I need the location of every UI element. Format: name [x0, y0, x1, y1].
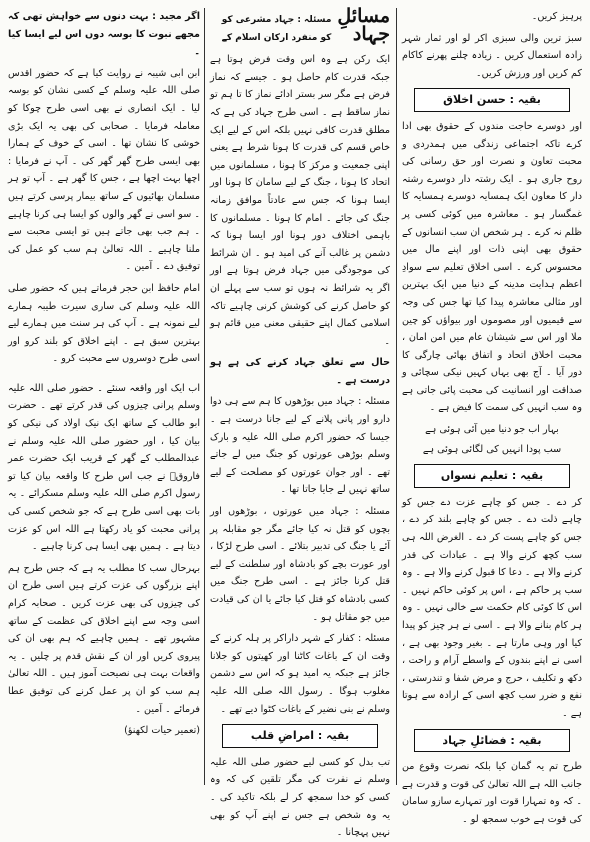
section-heading-husn-akhlaq: بقیہ : حسن اخلاق: [414, 88, 570, 112]
spacer: [8, 372, 200, 380]
source-credit: (تعمیر حیات لکھنؤ): [124, 725, 200, 737]
column-middle: [210, 5, 390, 839]
article-paragraph: ابن ابی شیبہ نے روایت کیا ہے کہ حضور اقدس صلی اللہ علیہ وسلم کے کسی نشان کو بوسہ لیا ۔ ایک انصاری نے بھی اسی طرح چوکا کو معاملہ فرمایا ۔ صحابی کی بھی یہ ایک بڑی خوشی کا نشان تھا ۔ اسی کے خوف کے ہمارا بھی ایسی طرح گھر گھر کی ۔ آپ نے فرمایا : اچھا بہت اچھا ہے ، جس کا گھر ہے ۔ آپ تو ہر مسلمان بھائیوں کے ساتھ بیمار پرسی کرتے ہیں ۔ سو اسی نے گھر والوں کو ایسا ہی کرنا چاہیے ۔ ہم جب بھی جاتے ہیں تو ایسی محبت سے ملنا چاہیے ۔ اللہ تعالیٰ ہم سب کو عمل کی توفیق دے ۔ آمین ۔: [8, 67, 200, 273]
article-paragraph: ایک رکن ہے وہ اس وقت فرض ہوتا ہے جبکہ قدرت کام حاصل ہو ۔ جیسے کہ نماز فرض ہے مگر سر بستر ادائے نماز کا تا ہم تو نماز ساقط ہے ۔ اسی طرح جہاد کی ہے کہ مطلق قدرت کافی نہیں بلکہ اس کے لیے ایک خاص قسم کی قدرت کا ہونا شرط ہے یعنی اپنی جمعیت و مرکز کا ہونا ، مسلمانوں میں اتحاد کا ہونا ، جنگ کے لیے سامان کا ہونا اور ایسا ہونا کہ جس سے عادتاً موافق زمانہ جنگ کی جائے ۔ امام کا ہونا ۔ مسلمانوں کا باہمی اختلاف دور ہونا اور ایسا ہونا کہ دشمن پر غالب آنے کی امید ہو ۔ ان شرائط کی موجودگی میں جہاد فرض ہوتا ہے اور اگر یہ شرائط نہ ہوں تو سب سے پہلے ان کو حاصل کرنے کی کوشش کرنی چاہیے تاکہ اسلامی کمال اپنے حقیقی معنی میں قائم ہو ۔: [210, 54, 390, 347]
masala-paragraph: مسئلہ : جہاد میں بوڑھوں کا ہم سے ہی دوا دارو اور پانی پلانے کے لیے جانا درست ہے ۔ جیسا کہ حضور اکرم صلی اللہ علیہ و بارک وسلم بوڑھی عورتوں کو جنگ میں لے جاتے تھے ۔ اور جوان عورتوں کو مصلحت کے لیے ساتھ نہیں لے جایا جاتا تھا ۔: [210, 396, 390, 496]
verse-line: بہار اب جو دنیا میں آئی ہوئی ہے: [425, 424, 559, 436]
article-subheading: حال سے تعلق جہاد کرنے کی ہے ہو درست ہے ۔: [210, 357, 390, 386]
verse-line: سب پودا انہیں کی لگائی ہوئی ہے: [422, 443, 562, 455]
article-title: مسائلِ جہاد: [337, 5, 390, 45]
section-heading-fazail-jihad: بقیہ : فضائلِ جہاد: [414, 729, 570, 753]
column-divider: [204, 8, 205, 785]
masala-paragraph: مسئلہ : جہاد میں عورتوں ، بوڑھوں اور بچوں کو قتل نہ کیا جائے مگر جو مقابلہ پر آئے یا جنگ کی تدبیر بتلائے ۔ اسی طرح لڑکا ، اور عورت بچے کو بادشاہ اور سلطنت کے لیے قتل کرنا جائز ہے ۔ اسی طرح جنگ میں کسی بادشاہ کو قتل کیا جائے یا ان کی قیادت میں جو مقاتل ہو ۔: [210, 506, 390, 623]
section-heading-amraz-qalb: بقیہ : امراضِ قلب: [222, 724, 378, 748]
column-right: [402, 8, 582, 825]
article-paragraph: اب ایک اور واقعہ سنئے ۔ حضور صلی اللہ علیہ وسلم پرانی چیزوں کی قدر کرتے تھے ۔ حضرت ابو طالب کے ساتھ ایک نیک اولاد کی نیکی کو بیان کیا ، اور حضور صلی اللہ علیہ وسلم نے عبدالمطلب کے گھر کے قریب ایک حضرت عمر فاروقؓ نے جب اس طرح کا واقعہ بیان کیا تو رسول اکرم صلی اللہ علیہ وسلم مسکرائے ۔ یہ بات بھی اسی طرح ہے کہ جو شخص کسی کی پرانی محبت کو یاد رکھتا ہے اللہ اس کو عزت دیتا ہے ۔ ہمیں بھی ایسا ہی کرنا چاہیے ۔: [8, 382, 200, 553]
column-divider: [396, 8, 397, 785]
intro-paragraph: سبز ترین والی سبزی اکر لو اور ثمار شہر زادہ استعمال کریں ۔ زیادہ چلنے پھرنے کاکام کم کریں اور ورزش کریں۔: [402, 32, 582, 79]
article-masthead: [210, 5, 390, 47]
article-paragraph: امام حافظ ابن حجر فرماتے ہیں کہ حضور صلی اللہ علیہ وسلم کی ساری سیرت طیبہ ہمارے لیے نمونہ ہے ۔ آپ کی ہر سنت میں ہمارے لیے بہترین سبق ہے ۔ اپنے اخلاق کو بلند کرو اور اسی طرح دوسروں سے محبت کرو ۔: [8, 282, 200, 365]
article-paragraph: طرح تم یہ گمان کیا بلکہ نصرت وقوع من جانب اللہ ہے اللہ تعالیٰ کی قوت و قدرت ہے ۔ کہ وہ تمہارا قوت اور تمہارے سازو سامان کی قوت ہے خوب سمجھ لو ۔: [402, 761, 582, 825]
masala-paragraph: مسئلہ : کفار کے شہر داراکر پر ہلہ کرنے کے وقت ان کے باغات کاٹنا اور کھیتوں کو جلانا جائز ہے جبکہ یہ امید ہو کہ اس سے دشمن مغلوب ہوگا ۔ رسول اللہ صلی اللہ علیہ وسلم نے بنی نضیر کے باغات کٹوا دیے تھے ۔: [210, 633, 390, 715]
column-left: [8, 8, 200, 785]
article-subtitle: مسئلہ : جہاد مشرعی کو کو منفرد ارکان اسلام کے: [221, 15, 332, 43]
section-heading-taleem-niswan: بقیہ : تعلیم نسواں: [414, 464, 570, 488]
article-paragraph: تب بدل کو کسی لیے حضور صلی اللہ علیہ وسلم نے نفرت کی مگر تلقین کی کہ وہ کسی کو خدا سمجھ کر لے بلکہ تاکید کی ۔ یہ وہ شخص ہے جس نے اپنے آپ کو بھی نہیں پہچانا ۔: [210, 756, 390, 839]
article-paragraph: بہرحال سب کا مطلب یہ ہے کہ جس طرح ہم اپنے بزرگوں کی عزت کرتے ہیں اسی طرح ان کی چیزوں کی بھی عزت کریں ۔ صحابہ کرام اسی وجہ سے اپنے اخلاق کی عظمت کے ساتھ مشہور تھے ۔ ہمیں چاہیے کہ ہم بھی ان کی پیروی کریں اور ان کے نقش قدم پر چلیں ۔ یہ واقعات بہت ہی نصیحت آموز ہیں ۔ اللہ تعالیٰ ہم سب کو ان پر عمل کرنے کی توفیق عطا فرمائے ۔ آمین ۔: [8, 562, 200, 715]
article-opening: اگر مجید : بہت دنوں سے خواہش تھی کہ مجھے نبوت کا بوسہ دوں اس لیے ایسا کیا ۔: [8, 11, 200, 58]
intro-line: پرہیز کریں۔: [531, 11, 582, 22]
article-paragraph: اور دوسرے حاجت مندوں کے حقوق بھی ادا کرے تاکہ اجتماعی زندگی میں ہمدردی و محبت تعاون و نصرت اور حق رسانی کی روح جاری ہو ۔ ایک رشتہ دار دوسرے رشتہ دار کا معاون ایک ہمسایہ دوسرے ہمسایہ کا غمگسار ہو ۔ معاشرہ میں کوئی کسی پر ظلم نہ کرے ۔ ہر شخص ان سب انسانوں کے حقوق بھی اپنی ذات اور اپنے مال میں محسوس کرے ۔ اسی اخلاق تعلیم سے سوادِ اعظم ہدایت مدینہ کے دنیا میں ایک بہترین اور مثالی معاشرہ پیدا کیا تھا جس کی وجہ سے قیمیوں اور مصوموں اور بیواؤں کو چین ملا اور اس سے شیشان عام میں امن امان ، محبت اخلاق اتحاد و اتفاق بھائی چارگی کا دور آیا ۔ آج بھی یہاں کہیں نیکی سچائی و صداقت اور انسانیت کی محبت پائی جاتی ہے وہ سب انہیں کی سمت کا فیض ہے ۔: [402, 120, 582, 414]
article-paragraph: کر دے ۔ جس کو چاہے عزت دے جس کو چاہے ذلت دے ۔ جس کو چاہے بلند کر دے ، جس کو چاہے پست کر دے ۔ الغرض اللہ ہی سب کچھ کرنے والا ہے ۔ عبادات کی قدر کرنے والا ہے ۔ دعا کا قبول کرنے والا ہے ۔ وہ سب پر حاکم ہے ، اس پر کوئی حاکم نہیں ۔ اس کا کوئی کام حکمت سے خالی نہیں ۔ وہ ہر کام بنانے والا ہے ۔ اسی نے ہر چیز کو پیدا کیا اور وہی مارتا ہے ۔ بغیر وجود بھی ہے ، اسی نے اپنے بندوں کے واسطے آرام و راحت ، دکھ و تکلیف ، حرج و مرض شفا و تندرستی ، نفع و ضرر سب کچھ اسی کے ارادہ سے ہوتا ہے ۔: [402, 496, 582, 719]
